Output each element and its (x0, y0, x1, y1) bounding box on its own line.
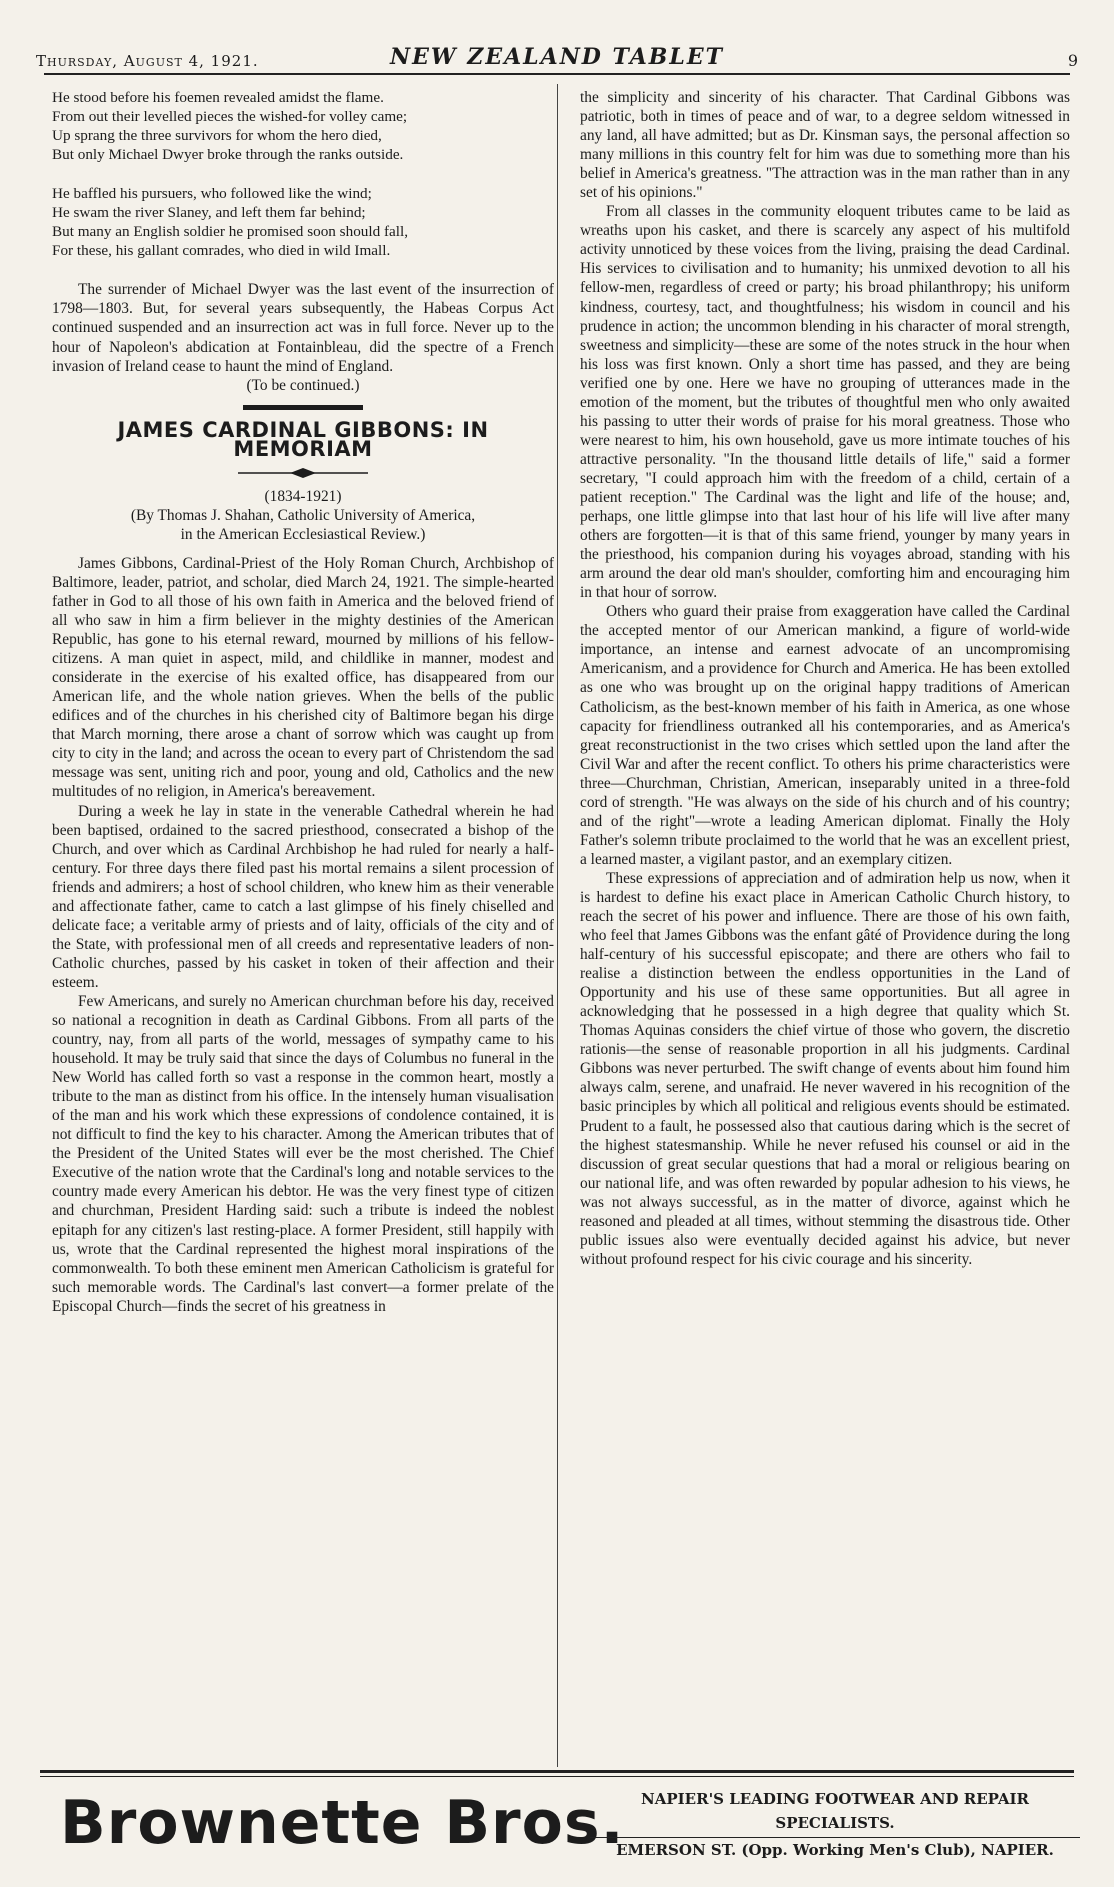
article-paragraph: From all classes in the community eloquent tributes came to be laid as wreaths upon his casket, and there is scarcely any aspect of his multifold activity unnoticed by these voices from the living, praising the dead Cardinal. His services to civilisation and to humanity; his unmixed devotion to all his fellow-men, regardless of creed or party; his broad philanthropy; his uniform kindness, courtesy, tact, and thoughtfulness; his wisdom in council and his prudence in action; the uncommon blending in his character of moral strength, sweetness and simplicity—these are some of the notes struck in the hour when his loss was first known. Only a short time has passed, and they are being verified one by one. Here we have no grouping of utterances made in the emotion of the moment, but the tributes of thoughtful men who only awaited his passing to utter their words of praise for his moral greatness. Those who were nearest to him, his own household, gave us more intimate touches of his attractive personality. "In the thousand little details of life," said a former secretary, "I could approach him with the freedom of a child, certain of a patient reception." The Cardinal was the light and life of the house; and, perhaps, one little glimpse into that last hour of his life will live after many others are forgotten—it is that of this same friend, younger by many years in the priesthood, his companion during his voyages abroad, standing with his arm around the dear old man's shoulder, comforting him and encouraging him in that hour of sorrow. (580, 203, 1070, 602)
article-byline-2: in the American Ecclesiastical Review.) (180, 525, 426, 543)
article-title: JAMES CARDINAL GIBBONS: IN MEMORIAM (117, 417, 489, 461)
poem-stanza-1 (52, 88, 554, 164)
poem-line: He baffled his pursuers, who followed like the wind; (52, 185, 372, 203)
article-dates: (1834-1921) (264, 487, 342, 505)
ad-line-3: EMERSON ST. (Opp. Working Men's Club), NAPIER. (590, 1837, 1080, 1862)
advertiser-name: Brownette Bros. (60, 1788, 625, 1858)
poem-line: But only Michael Dwyer broke through the ranks outside. (52, 146, 404, 164)
poem-stanza-2 (52, 184, 554, 260)
masthead: NEW ZEALAND TABLET (390, 44, 724, 70)
header-rule (44, 73, 1070, 75)
column-divider (557, 84, 558, 1767)
left-column (52, 88, 554, 1316)
ad-line-2: SPECIALISTS. (775, 1814, 895, 1832)
prior-article-closing: The surrender of Michael Dwyer was the last event of the insurrection of 1798—1803. But, for several years subsequently, the Habeas Corpus Act continued suspended and an insurrection act was in full force. Never up to the hour of Napoleon's abdication at Fontainbleau, did the spectre of a French invasion of Ireland cease to haunt the mind of England. (52, 281, 554, 375)
poem-line: He stood before his foemen revealed amidst the flame. (52, 89, 384, 106)
poem-line: He swam the river Slaney, and left them far behind; (52, 204, 366, 222)
article-paragraph: Others who guard their praise from exaggeration have called the Cardinal the accepted mentor of our American mankind, a figure of world-wide importance, an intense and earnest advocate of an uncompromising Americanism, and a providence for Church and America. He has been extolled as one who was brought up on the original happy traditions of American Catholicism, as the best-known member of his faith in America, as one whose capacity for friendliness outranked all his contemporaries, and as America's great reconstructionist in the two crises which settled upon the land after the Civil War and after the recent conflict. To others his prime characteristics were three—Churchman, Christian, American, inseparably united in a three-fold cord of strength. "He was always on the side of his church and of his country; and of the right"—wrote a leading American diplomat. Finally the Holy Father's solemn tribute proclaimed to the world that he was an excellent priest, a learned master, a vigilant pastor, and an exemplary citizen. (580, 603, 1070, 868)
poem-line: For these, his gallant comrades, who died in wild Imall. (52, 242, 391, 260)
article-paragraph: During a week he lay in state in the venerable Cathedral wherein he had been baptised, ordained to the sacred priesthood, consecrated a bishop of the Church, and over which as Cardinal Archbishop he had ruled for nearly a half-century. For three days there filed past his mortal remains a silent procession of friends and admirers; a host of school children, who knew him as their venerable and affectionate father, came to catch a last glimpse of his finely chiselled and delicate face; a veritable army of priests and of laity, officials of the city and of the State, with professional men of all creeds and representative leaders of non-Catholic churches, passed by his casket in token of their affection and their esteem. (52, 802, 554, 991)
article-paragraph: James Gibbons, Cardinal-Priest of the Holy Roman Church, Archbishop of Baltimore, leader, patriot, and scholar, died March 24, 1921. The simple-hearted father in God to all those of his own faith in America and the beloved friend of all who saw in him a firm believer in the mighty destinies of the American Republic, has gone to his eternal reward, mourned by millions of his fellow-citizens. A man quiet in aspect, mild, and childlike in manner, modest and considerate in the exercise of his exalted office, has disappeared from our American life, and the whole nation grieves. When the bells of the public edifices and of the churches in his cherished city of Baltimore began his dirge that March morning, there arose a chant of sorrow which was caught up from city to city in the land; and across the ocean to every part of Christendom the sad message was sent, uniting rich and poor, young and old, Catholics and the new multitudes of no religion, in America's bereavement. (52, 554, 554, 801)
footer-rule-thin (40, 1776, 1074, 1777)
page-number: 9 (1067, 51, 1078, 70)
section-divider-rule (243, 403, 363, 413)
poem-line: But many an English soldier he promised soon should fall, (52, 223, 409, 241)
ad-line-1: NAPIER'S LEADING FOOTWEAR AND REPAIR (641, 1790, 1029, 1808)
article-paragraph: the simplicity and sincerity of his character. That Cardinal Gibbons was patriotic, both in times of peace and of war, to a degree seldom witnessed in any land, all have admitted; but as Dr. Kinsman says, the personal affection so many millions in this country felt for him was due to something more than his belief in America's greatness. "The attraction was in the man rather than in any set of his opinions." (580, 89, 1070, 202)
advertisement-details (590, 1787, 1080, 1862)
article-paragraph: These expressions of appreciation and of admiration help us now, when it is hardest to define his exact place in American Catholic Church history, to reach the secret of his power and influence. There are those of his own faith, who feel that James Gibbons was the enfant gâté of Providence during the long half-century of his successful episcopate; and there are others who fail to realise a distinction between the endless opportunities in the Land of Opportunity and his use of these same opportunities. But all agree in acknowledging that he possessed in a high degree that quality which St. Thomas Aquinas considers the chief virtue of those who govern, the discretio rationis—the sense of reasonable proportion in all his judgments. Cardinal Gibbons was never perturbed. The swift change of events about him found him always calm, serene, and unafraid. He never wavered in his recognition of the basic principles by which all political and religious events should be estimated. Prudent to a fault, he possessed also that cautious daring which is the secret of the highest statesmanship. While he never refused his counsel or aid in the discussion of great secular questions that had a moral or religious bearing on our national life, and was often rewarded by popular adhesion to his views, he was not always successful, as in the matter of divorce, against which he reasoned and pleaded at all times, without stemming the disastrous tide. Other public issues also were eventually decided against his advice, but never without profound respect for his civic courage and his sincerity. (580, 869, 1070, 1268)
article-byline-1: (By Thomas J. Shahan, Catholic University of America, (130, 506, 476, 524)
poem-line: From out their levelled pieces the wished-for volley came; (52, 108, 408, 126)
footer-rule (40, 1770, 1074, 1773)
article-paragraph: Few Americans, and surely no American churchman before his day, received so national a recognition in death as Cardinal Gibbons. From all parts of the country, nay, from all parts of the world, messages of sympathy came to his household. It may be truly said that since the days of Columbus no funeral in the New World has called forth so vast a response in the common heart, mostly a tribute to the man as distinct from his office. In the intensely human visualisation of the man and his work which these expressions of condolence contained, it is not difficult to find the key to his character. Among the American tributes that of the President of the United States will ever be the most cherished. The Chief Executive of the nation wrote that the Cardinal's long and notable services to the country made every American his debtor. He was the very finest type of citizen and churchman, President Harding said: such a tribute is indeed the noblest epitaph for any citizen's last resting-place. A former President, still happily with us, wrote that the Cardinal represented the highest moral inspirations of the commonwealth. To both these eminent men American Catholicism is grateful for such memorable words. The Cardinal's last convert—a former prelate of the Episcopal Church—finds the secret of his greatness in (52, 992, 554, 1315)
poem-line: Up sprang the three survivors for whom the hero died, (52, 127, 382, 145)
page-header (36, 30, 1078, 70)
issue-date: Thursday, August 4, 1921. (36, 52, 259, 70)
title-ornament (238, 467, 368, 479)
continued-note: (To be continued.) (246, 376, 360, 394)
right-column (580, 88, 1070, 1269)
